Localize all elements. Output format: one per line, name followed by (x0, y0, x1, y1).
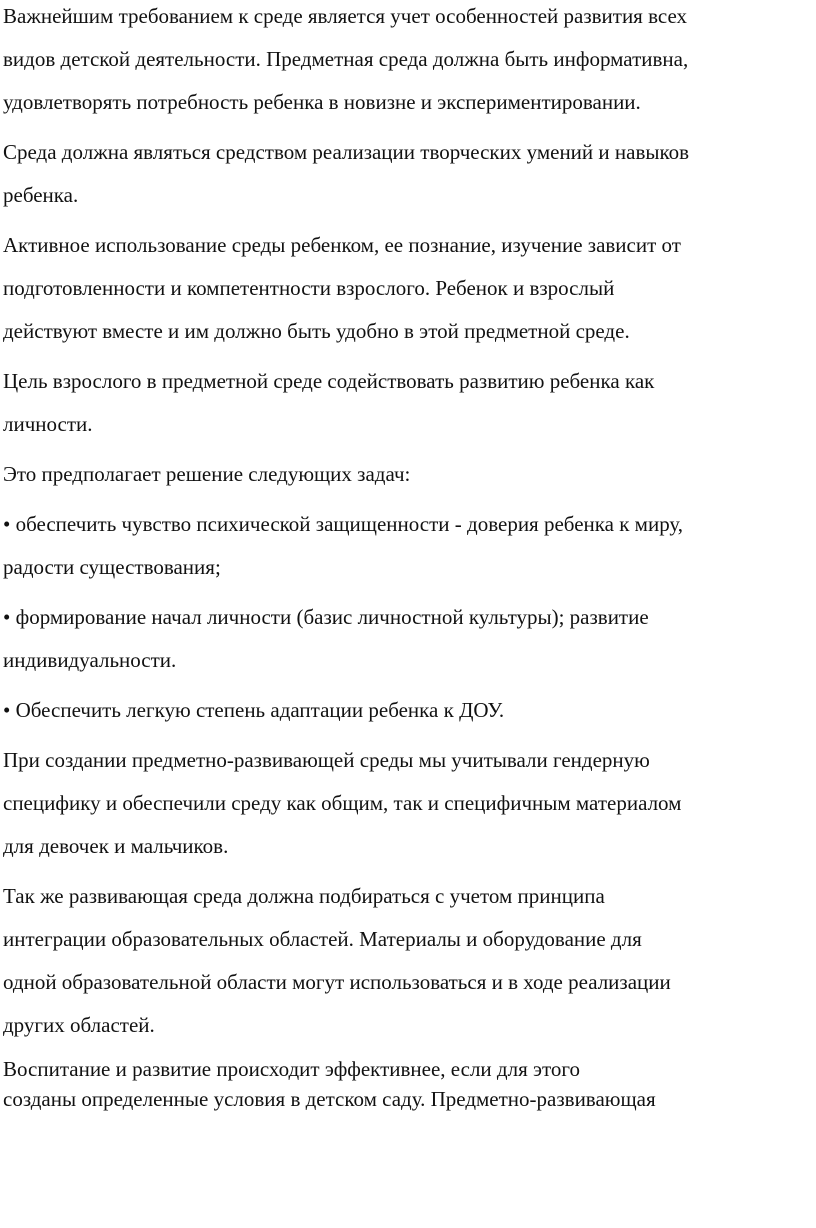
text-line: видов детской деятельности. Предметная среда должна быть информативна, (3, 47, 689, 71)
text-line: созданы определенные условия в детском саду. Предметно-развивающая (3, 1087, 656, 1111)
text-line: Воспитание и развитие происходит эффективнее, если для этого (3, 1057, 580, 1081)
text-line: При создании предметно-развивающей среды мы учитывали гендерную (3, 748, 650, 772)
text-line: ребенка. (3, 183, 79, 207)
text-line: Среда должна являться средством реализации творческих умений и навыков (3, 140, 690, 164)
paragraph-6 (3, 739, 813, 868)
paragraph-8 (3, 1054, 813, 1114)
paragraph-7 (3, 875, 813, 1047)
bullet-item-3 (3, 689, 813, 732)
paragraph-3 (3, 224, 813, 353)
text-line: радости существования; (3, 555, 221, 579)
text-line: специфику и обеспечили среду как общим, так и специфичным материалом (3, 791, 682, 815)
text-line: Важнейшим требованием к среде является учет особенностей развития всех (3, 4, 688, 28)
paragraph-4 (3, 360, 813, 446)
document-page (3, 0, 813, 1121)
text-line: • Обеспечить легкую степень адаптации ребенка к ДОУ. (3, 698, 505, 722)
paragraph-5 (3, 453, 813, 496)
text-line: Это предполагает решение следующих задач: (3, 462, 411, 486)
text-line: индивидуальности. (3, 648, 177, 672)
paragraph-2 (3, 131, 813, 217)
text-line: Цель взрослого в предметной среде содействовать развитию ребенка как (3, 369, 655, 393)
text-line: личности. (3, 412, 93, 436)
text-line: для девочек и мальчиков. (3, 834, 229, 858)
text-line: удовлетворять потребность ребенка в новизне и экспериментировании. (3, 90, 641, 114)
bullet-item-2 (3, 596, 813, 682)
text-line: интеграции образовательных областей. Материалы и оборудование для (3, 927, 642, 951)
text-line: Так же развивающая среда должна подбираться с учетом принципа (3, 884, 605, 908)
bullet-item-1 (3, 503, 813, 589)
text-line: подготовленности и компетентности взрослого. Ребенок и взрослый (3, 276, 615, 300)
text-line: одной образовательной области могут использоваться и в ходе реализации (3, 970, 671, 994)
text-line: • формирование начал личности (базис личностной культуры); развитие (3, 605, 649, 629)
text-line: действуют вместе и им должно быть удобно в этой предметной среде. (3, 319, 630, 343)
text-line: • обеспечить чувство психической защищенности - доверия ребенка к миру, (3, 512, 684, 536)
paragraph-1 (3, 0, 813, 124)
text-line: Активное использование среды ребенком, ее познание, изучение зависит от (3, 233, 681, 257)
text-line: других областей. (3, 1013, 155, 1037)
